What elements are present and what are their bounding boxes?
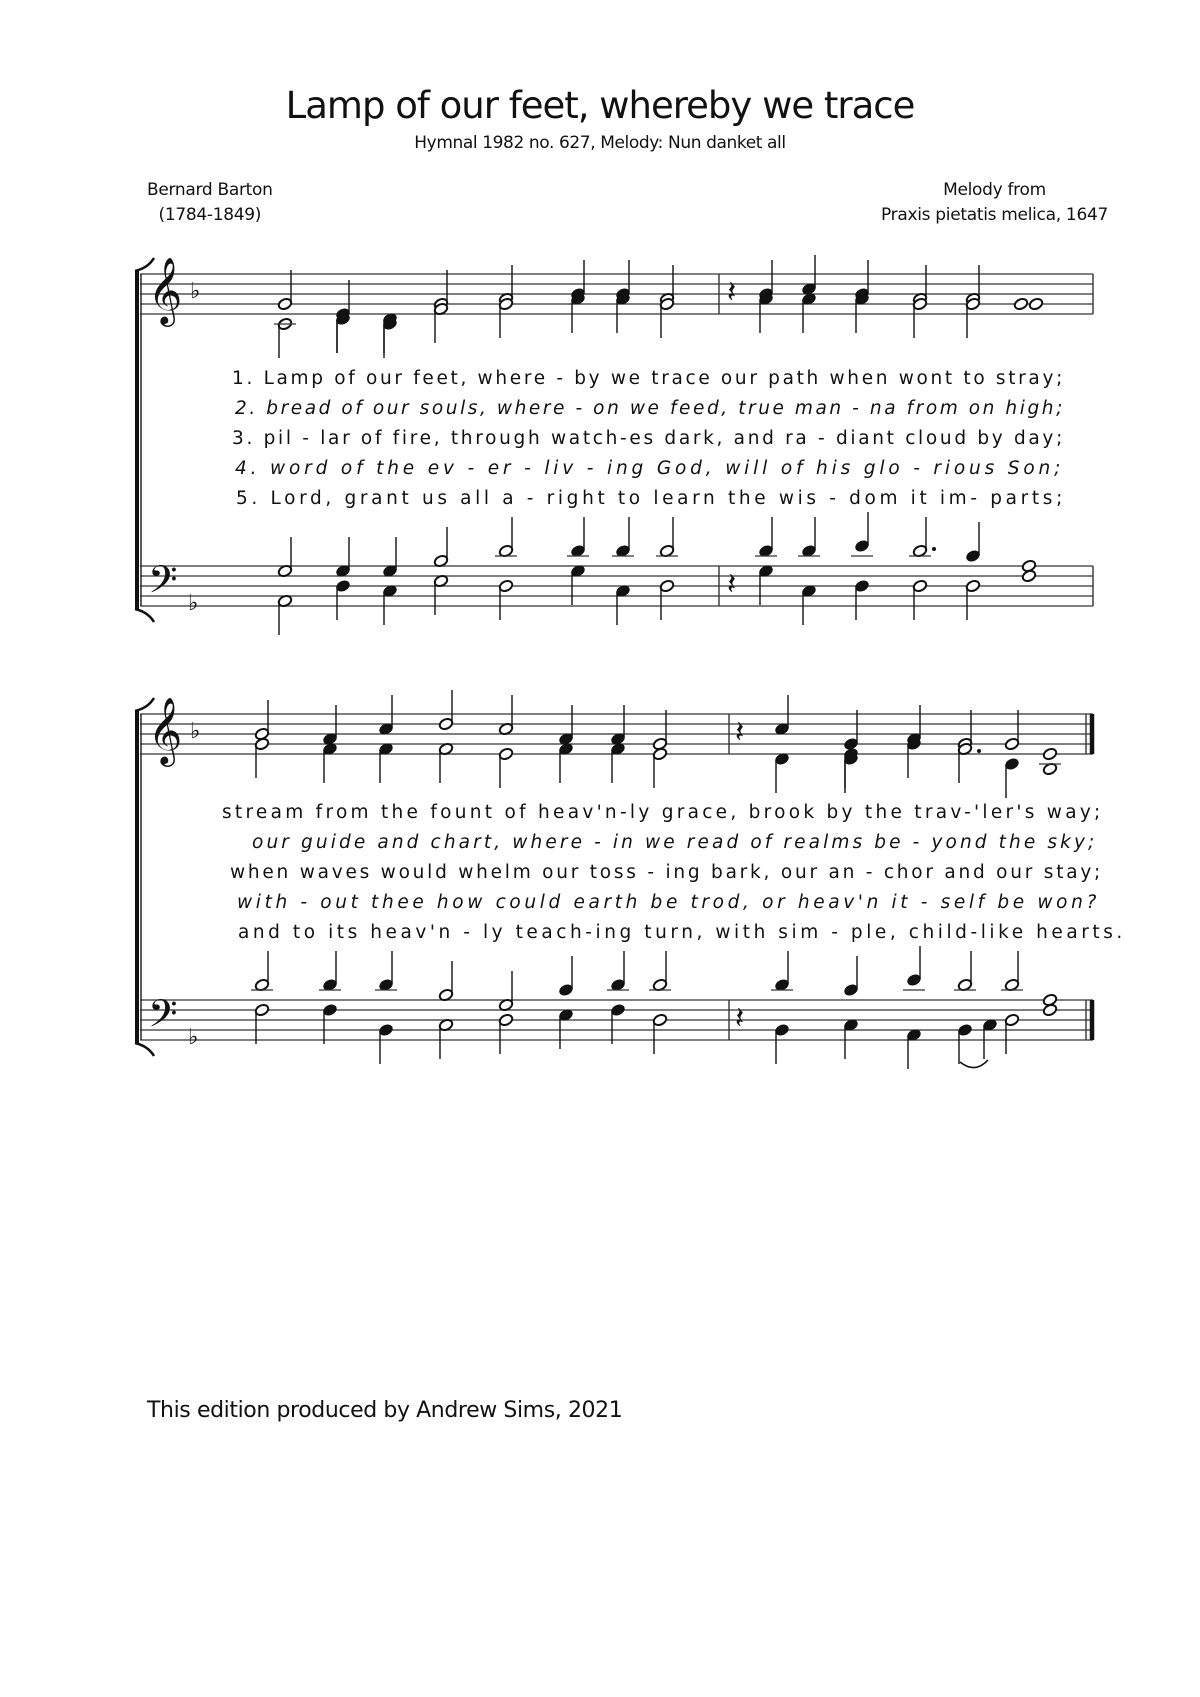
edition-credit: This edition produced by Andrew Sims, 2021	[147, 1398, 623, 1423]
note	[570, 564, 586, 605]
note	[652, 951, 668, 992]
note	[254, 1003, 270, 1044]
note	[498, 971, 514, 1012]
note	[558, 956, 574, 997]
note	[254, 737, 270, 778]
note	[382, 584, 398, 625]
treble-clef-icon: 𝄞	[148, 256, 183, 324]
note	[758, 517, 774, 558]
note	[1028, 297, 1044, 311]
lyric-line-system-1-verse-5: 5. Lord, grant us all a - right to learn the wis - dom it im- parts;	[236, 488, 1062, 509]
note	[1042, 747, 1058, 761]
note	[378, 1023, 394, 1064]
bass-staff-system-2	[140, 946, 1093, 1069]
note	[906, 1028, 922, 1069]
note	[854, 579, 870, 620]
note	[438, 742, 454, 783]
lyric-line-system-1-verse-4: 4. word of the ev - er - liv - ing God, will of his glo - rious Son;	[235, 458, 1061, 479]
quarter-rest-icon: 𝄽	[735, 1001, 745, 1036]
author-name: Bernard Barton	[147, 180, 273, 200]
melody-source-line2: Praxis pietatis melica, 1647	[880, 205, 1108, 225]
lyric-line-system-2-verse-3: when waves would whelm our toss - ing bark, our an - chor and our stay;	[230, 862, 1100, 883]
hymn-subtitle: Hymnal 1982 no. 627, Melody: Nun danket all	[414, 133, 786, 153]
bass-clef-icon: 𝄢	[148, 557, 178, 611]
note	[254, 700, 270, 741]
note	[1004, 710, 1020, 751]
note	[758, 292, 774, 333]
note	[335, 537, 351, 578]
bass-clef-icon: 𝄢	[148, 991, 178, 1045]
note	[615, 517, 631, 558]
lyric-line-system-1-verse-1: 1. Lamp of our feet, where - by we trace our path when wont to stray;	[232, 368, 1062, 389]
note	[277, 537, 293, 578]
note	[774, 1023, 790, 1064]
note	[610, 1003, 626, 1044]
hymn-title: Lamp of our feet, whereby we trace	[285, 84, 915, 127]
note	[498, 695, 514, 736]
note	[1021, 569, 1037, 583]
quarter-rest-icon: 𝄽	[727, 275, 737, 310]
lyric-line-system-1-verse-3: 3. pil - lar of fire, through watch-es dark, and ra - diant cloud by day;	[232, 428, 1062, 449]
note	[382, 317, 398, 358]
quarter-rest-icon: 𝄽	[735, 715, 745, 750]
lyric-line-system-2-verse-1: stream from the fount of heav'n-ly grace, brook by the trav-'ler's way;	[222, 802, 1100, 823]
note	[610, 951, 626, 992]
lyric-line-system-2-verse-2: our guide and chart, where - in we read of realms be - yond the sky;	[252, 832, 1094, 853]
note	[843, 1018, 859, 1059]
flat-key-signature-icon: ♭	[188, 591, 199, 616]
melody-source-line1: Melody from	[943, 180, 1046, 200]
note	[957, 1023, 973, 1064]
note	[801, 292, 817, 333]
note	[498, 747, 514, 788]
note	[378, 951, 394, 992]
lyric-line-system-2-verse-4: with - out thee how could earth be trod, or heav'n it - self be won?	[237, 892, 1097, 913]
note	[652, 747, 668, 788]
note	[322, 742, 338, 783]
note	[854, 292, 870, 333]
note	[801, 517, 817, 558]
note	[438, 690, 454, 731]
note	[659, 517, 675, 558]
note	[277, 270, 293, 311]
note	[843, 956, 859, 997]
note	[912, 297, 928, 338]
note	[912, 517, 928, 558]
note	[957, 951, 973, 992]
note	[659, 297, 675, 338]
flat-key-signature-icon: ♭	[190, 279, 201, 304]
lyrics-layer	[222, 368, 1122, 943]
note	[1013, 297, 1029, 311]
lyric-line-system-2-verse-5: and to its heav'n - ly teach-ing turn, with sim - ple, child-like hearts.	[238, 922, 1123, 943]
note	[659, 579, 675, 620]
note	[322, 1003, 338, 1044]
note	[558, 705, 574, 746]
treble-staff-system-1	[140, 255, 1093, 358]
note	[610, 742, 626, 783]
augmentation-dot	[977, 749, 981, 753]
note	[615, 584, 631, 625]
note	[1042, 1003, 1058, 1017]
note	[843, 752, 859, 793]
note	[570, 517, 586, 558]
note	[277, 317, 293, 358]
bass-staff-system-1	[140, 512, 1093, 635]
note	[378, 695, 394, 736]
lyric-line-system-1-verse-2: 2. bread of our souls, where - on we feed, true man - na from on high;	[235, 398, 1063, 419]
note	[912, 579, 928, 620]
note	[957, 742, 973, 783]
note	[322, 951, 338, 992]
note	[378, 742, 394, 783]
treble-clef-icon: 𝄞	[148, 696, 183, 764]
augmentation-dot	[932, 547, 936, 551]
treble-staff-system-2	[140, 690, 1093, 798]
note	[965, 579, 981, 620]
author-dates: (1784-1849)	[158, 205, 262, 225]
note	[433, 302, 449, 343]
note	[1004, 951, 1020, 992]
note	[438, 1018, 454, 1059]
note	[498, 297, 514, 338]
note	[610, 705, 626, 746]
flat-key-signature-icon: ♭	[188, 1025, 199, 1050]
note	[906, 946, 922, 987]
note	[843, 710, 859, 751]
note	[322, 705, 338, 746]
note	[774, 695, 790, 736]
note	[1004, 757, 1020, 798]
note	[1004, 1013, 1020, 1054]
note	[438, 961, 454, 1002]
note	[498, 579, 514, 620]
note	[335, 579, 351, 620]
note	[433, 527, 449, 568]
note	[652, 710, 668, 751]
note	[965, 297, 981, 338]
note	[558, 1008, 574, 1049]
note	[982, 1018, 998, 1059]
note	[801, 584, 817, 625]
note	[433, 574, 449, 615]
note	[277, 594, 293, 635]
note	[652, 1013, 668, 1054]
note	[965, 522, 981, 563]
note	[558, 742, 574, 783]
note	[335, 312, 351, 353]
note	[570, 292, 586, 333]
flat-key-signature-icon: ♭	[190, 719, 201, 744]
note	[758, 564, 774, 605]
note	[254, 951, 270, 992]
note	[498, 1013, 514, 1054]
note	[615, 292, 631, 333]
tie-slur	[960, 1060, 988, 1068]
note	[774, 951, 790, 992]
note	[498, 517, 514, 558]
note	[801, 255, 817, 296]
note	[382, 537, 398, 578]
note	[854, 512, 870, 553]
note	[774, 752, 790, 793]
note	[906, 737, 922, 778]
quarter-rest-icon: 𝄽	[727, 567, 737, 602]
